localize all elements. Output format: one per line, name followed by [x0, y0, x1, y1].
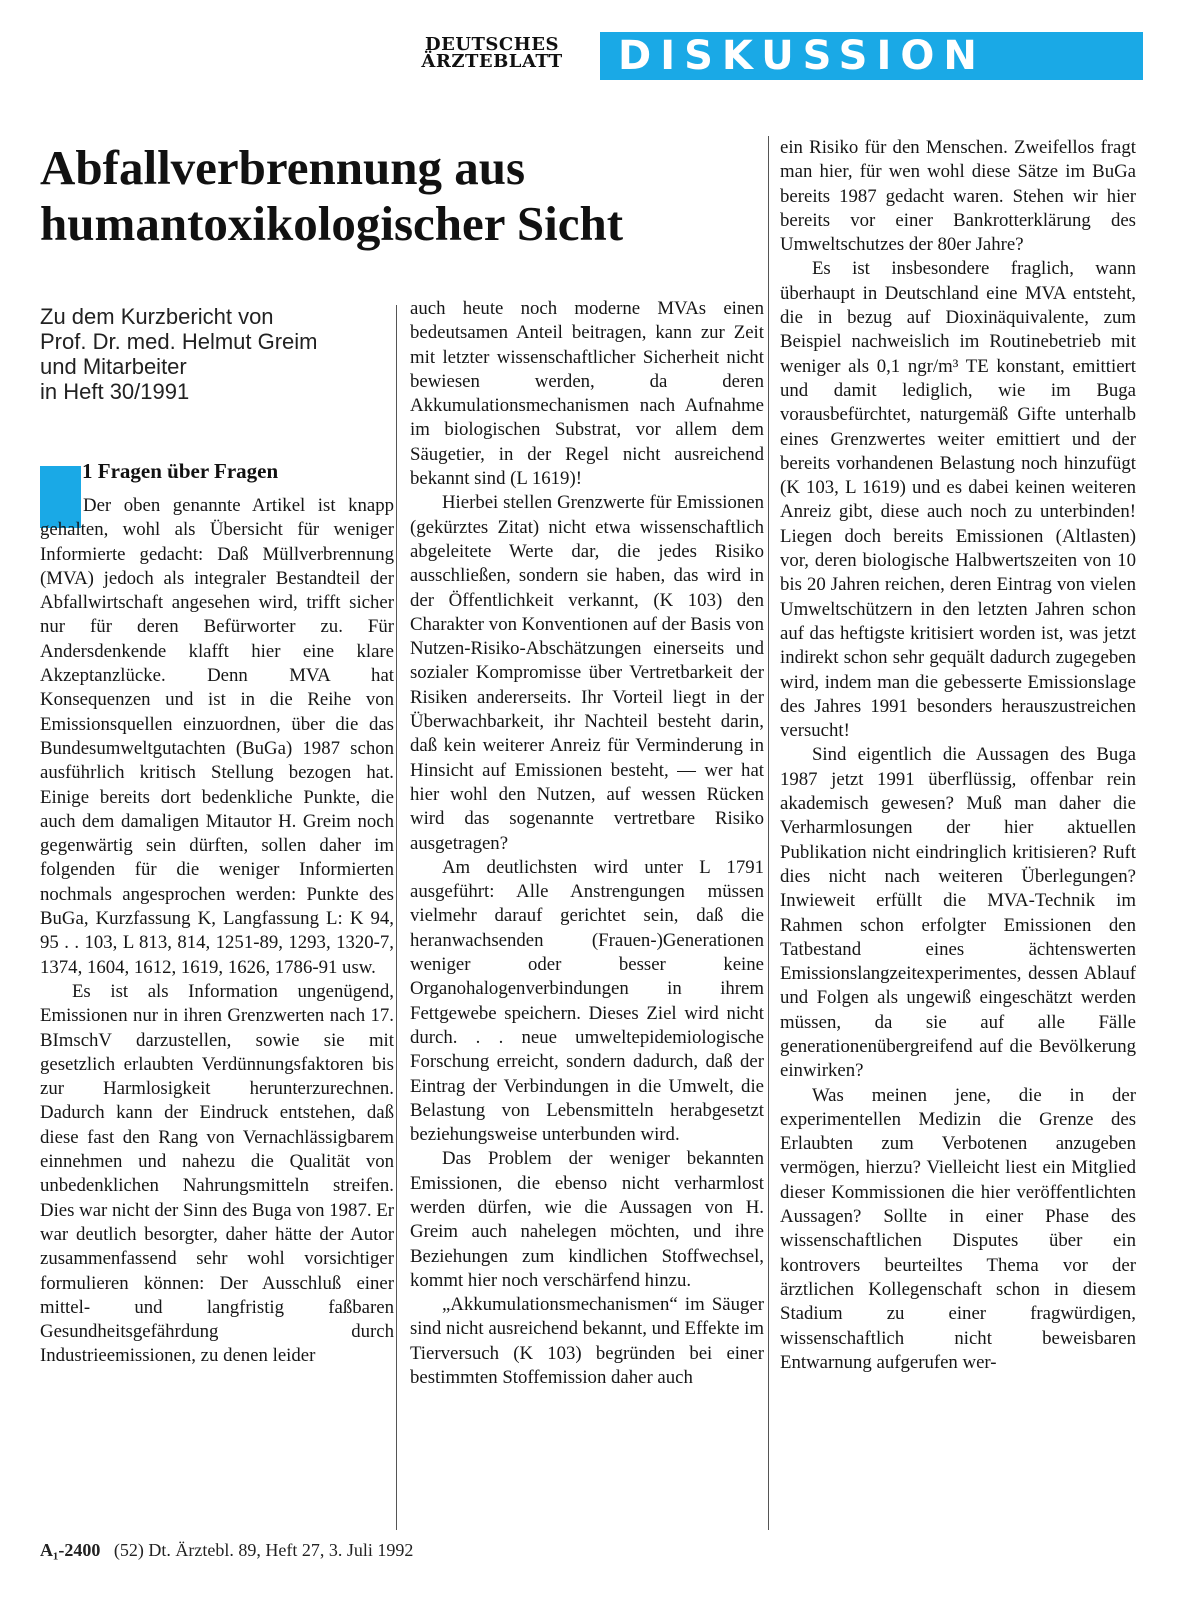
column-divider — [768, 136, 769, 1530]
masthead-line-1: DEUTSCHES — [425, 34, 559, 55]
paragraph: Es ist als Information ungenügend, Emissionen nur in ihren Grenzwerten nach 17. BImschV darzustellen, sowie sie mit gesetzlich erlaubten Verdünnungsfaktoren bis zur Harmlosigkeit herunterzurechnen. Dadurch kann der Eindruck entstehen, daß diese fast den Rang von Vernachlässigbarem einnehmen und nahezu die Qualität von unbedenklichen Nahrungsmitteln streifen. Dies war nicht der Sinn des Buga von 1987. Er war deutlich besorgter, daher hätte der Autor zusammenfassend sehr wohl vorsichtiger formulieren können: Der Ausschluß einer mittel- und langfristig faßbaren Gesundheitsgefährdung durch Industrieemissionen, zu denen leider — [40, 980, 394, 1367]
reference-line: in Heft 30/1991 — [40, 379, 190, 404]
paragraph: „Akkumulationsmechanismen“ im Säuger sind nicht ausreichend bekannt, und Effekte im Tierversuch (K 103) begründen bei einer bestimmten Stoffemission daher auch — [410, 1294, 764, 1389]
masthead-logo — [410, 36, 574, 70]
headline-line-1: Abfallverbrennung aus — [40, 140, 526, 195]
reference-line: und Mitarbeiter — [40, 354, 187, 379]
masthead-line-2: ÄRZTEBLATT — [421, 51, 563, 72]
text-column-2 — [410, 297, 764, 1390]
text-column-1 — [40, 494, 394, 1369]
paragraph: Hierbei stellen Grenzwerte für Emissionen (gekürztes Zitat) nicht etwa wissenschaftlich abgeleitete Werte dar, die jedes Risiko ausschließen, sondern sie haben, das wird in der Öffentlichkeit verkannt, (K 103) den Charakter von Konventionen auf der Basis von Nutzen-Risiko-Abschätzungen einerseits und sozialer Kompromisse über Vertretbarkeit der Risiken andererseits. Ihr Vorteil liegt in der Überwachbarkeit, ihr Nachteil besteht darin, daß kein weiterer Anreiz für Verminderung in Hinsicht auf Emissionen besteht, — wer hat hier wohl den Nutzen, auf wessen Rücken wird das sogenannte vertretbare Risiko ausgetragen? — [410, 492, 764, 854]
citation: (52) Dt. Ärztebl. 89, Heft 27, 3. Juli 1992 — [113, 1540, 414, 1560]
headline-line-2: humantoxikologischer Sicht — [40, 196, 624, 251]
reference-note — [40, 304, 380, 404]
section-heading: 1 Fragen über Fragen — [82, 459, 279, 483]
paragraph: auch heute noch moderne MVAs einen bedeutsamen Anteil beitragen, kann zur Zeit mit letzter wissenschaftlicher Sicherheit nicht bewiesen werden, da deren Akkumulationsmechanismen nach Aufnahme im biologischen Substrat, vor allem dem Säugetier, in der Regel nicht ausreichend bekannt sind (L 1619)! — [410, 298, 764, 490]
paragraph: Das Problem der weniger bekannten Emissionen, die ebenso nicht verharmlost werden dürfen, wie die Aussagen von H. Greim auch nahelegen möchten, und ihre Beziehungen zum kindlichen Stoffwechsel, kommt hier noch verschärfend hinzu. — [410, 1148, 764, 1291]
page-code: A₁-2400 — [40, 1540, 101, 1560]
paragraph: Am deutlichsten wird unter L 1791 ausgeführt: Alle Anstrengungen müssen vielmehr darauf gerichtet sein, daß die heranwachsenden (Frauen-)Generationen weniger oder besser keine Organohalogenverbindungen in ihrem Fettgewebe speichern. Dieses Ziel wird nicht durch. . . neue umweltepidemiologische Forschung erreicht, sondern dadurch, daß der Eintrag der Verbindungen in die Umwelt, die Belastung von Lebensmitteln herabgesetzt beziehungsweise unterbunden wird. — [410, 856, 764, 1146]
section-banner — [600, 32, 1143, 80]
text-column-3 — [780, 136, 1136, 1375]
paragraph: Der oben genannte Artikel ist knapp gehalten, wohl als Übersicht für weniger Informierte gedacht: Daß Müllverbrennung (MVA) jedoch als integraler Bestandteil der Abfallwirtschaft angesehen wird, trifft sicher nur für deren Befürworter zu. Für Andersdenkende klafft hier eine klare Akzeptanzlücke. Denn MVA hat Konsequenzen und ist in die Reihe von Emissionsquellen einzuordnen, über die das Bundesumweltgutachten (BuGa) 1987 schon ausführlich kritisch Stellung bezogen hat. Einige bereits dort bedenkliche Punkte, die auch dem damaligen Mitautor H. Greim noch gegenwärtig sein dürften, sollen daher im folgenden für die weniger Informierten nochmals angesprochen werden: Punkte des BuGa, Kurzfassung K, Langfassung L: K 94, 95 . . 103, L 813, 814, 1251-89, 1293, 1320-7, 1374, 1604, 1612, 1619, 1626, 1786-91 usw. — [40, 495, 394, 978]
column-divider — [396, 305, 397, 1530]
article-headline — [40, 140, 770, 252]
paragraph: ein Risiko für den Menschen. Zweifellos fragt man hier, für wen wohl diese Sätze im BuGa bereits 1987 gedacht waren. Stehen wir hier bereits vor einer Bankrotterklärung des Umweltschutzes der 80er Jahre? — [780, 137, 1136, 256]
paragraph: Sind eigentlich die Aussagen des Buga 1987 jetzt 1991 überflüssig, offenbar rein akademisch gewesen? Muß man daher die Verharmlosungen der hier aktuellen Publikation nicht eindringlich kritisieren? Ruft dies nicht nach weiteren Überlegungen? Inwieweit erfüllt die MVA-Technik im Rahmen schon erfolgter Emissionen den Tatbestand eines ächtenswerten Emissionslangzeitexperimentes, dessen Ablauf und Folgen als ungewiß eingeschätzt werden müssen, da sie auf alle Fälle generationenübergreifend auf die Bevölkerung einwirken? — [780, 744, 1136, 1082]
paragraph: Es ist insbesondere fraglich, wann überhaupt in Deutschland eine MVA entsteht, die in bezug auf Dioxinäquivalente, zum Beispiel nachweislich im Routinebetrieb mit weniger als 0,1 ngr/m³ TE konstant, emittiert und damit lediglich, wie im Buga vorausbefürchtet, naturgemäß Gifte unterhalb eines Grenzwertes weiter emittiert und der bereits vorhandenen Belastung noch hinzufügt (K 103, L 1619) und es dabei keinen weiteren Anreiz gibt, diese auch noch zu unterbinden! Liegen doch bereits Emissionen (Altlasten) vor, deren biologische Halbwertszeiten von 10 bis 20 Jahren reichen, deren Eintrag von vielen Umweltschützern in den letzten Jahren schon auf das heftigste kritisiert worden ist, was jetzt indirekt schon sehr gequält dadurch zugegeben wird, indem man die gebesserte Emissionslage des Jahres 1991 besonders herauszustreichen versucht! — [780, 258, 1136, 742]
paragraph: Was meinen jene, die in der experimentellen Medizin die Grenze des Erlaubten zum Verbotenen anzugeben vermögen, hierzu? Vielleicht liest ein Mitglied dieser Kommissionen die hier veröffentlichten Aussagen? Sollte in einer Phase des wissenschaftlichen Disputes über ein kontrovers beurteiltes Thema vor der ärztlichen Kollegenschaft schon in diesem Stadium zu einer fragwürdigen, wissenschaftlich nicht beweisbaren Entwarnung aufgerufen wer- — [780, 1084, 1136, 1373]
section-label: DISKUSSION — [618, 33, 986, 79]
reference-line: Zu dem Kurzbericht von — [40, 304, 274, 329]
page-footer — [40, 1538, 413, 1562]
reference-line: Prof. Dr. med. Helmut Greim — [40, 329, 318, 354]
